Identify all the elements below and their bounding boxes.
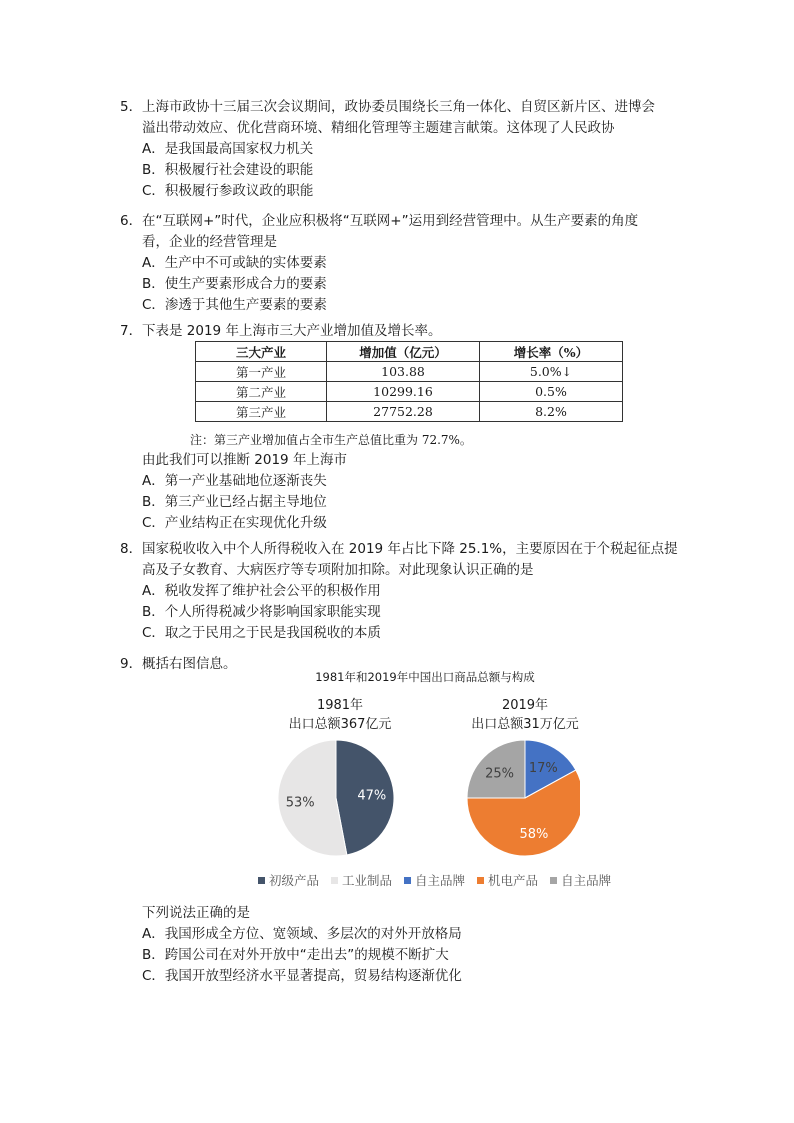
option-c: C．取之于民用之于民是我国税收的本质 — [142, 625, 381, 641]
legend-swatch — [331, 877, 338, 884]
table-header: 增加值（亿元） — [327, 342, 480, 362]
table-cell: 第二产业 — [196, 382, 327, 402]
table-cell: 10299.16 — [327, 382, 480, 402]
pie-charts — [240, 735, 580, 865]
table-row — [196, 382, 623, 402]
question-stem: 上海市政协十三届三次会议期间，政协委员围绕长三角一体化、自贸区新片区、进博会 — [142, 99, 655, 115]
question-5 — [120, 97, 680, 202]
table-cell: 第一产业 — [196, 362, 327, 382]
question-number: 9． — [120, 656, 143, 672]
option-c: C．渗透于其他生产要素的要素 — [142, 297, 327, 313]
table-cell: 103.88 — [327, 362, 480, 382]
table-row — [196, 402, 623, 422]
question-8 — [120, 539, 680, 644]
table-cell: 第三产业 — [196, 402, 327, 422]
industry-table — [195, 341, 623, 422]
option-b: B．积极履行社会建设的职能 — [142, 162, 314, 178]
legend-item — [477, 871, 538, 889]
legend-label: 自主品牌 — [415, 873, 466, 888]
pie-data-label: 25% — [485, 766, 515, 782]
pie-year: 2019年 — [501, 698, 549, 713]
option-b: B．使生产要素形成合力的要素 — [142, 276, 327, 292]
legend-item — [404, 871, 465, 889]
legend-label: 初级产品 — [269, 873, 320, 888]
pie-total: 出口总额367亿元 — [288, 717, 392, 732]
question-9-options — [120, 903, 680, 987]
pie-1981-heading — [270, 696, 410, 734]
legend-label: 工业制品 — [342, 873, 393, 888]
pie-year: 1981年 — [316, 698, 364, 713]
pie-data-label: 58% — [519, 826, 549, 842]
question-number: 7． — [120, 323, 143, 339]
pie-data-label: 47% — [357, 788, 387, 804]
question-followup: 由此我们可以推断 2019 年上海市 — [142, 452, 347, 468]
legend-swatch — [404, 877, 411, 884]
chart-legend — [258, 871, 611, 889]
option-a: A．我国形成全方位、宽领域、多层次的对外开放格局 — [142, 926, 462, 942]
chart-title: 1981年和2019年中国出口商品总额与构成 — [315, 670, 535, 684]
question-stem-cont: 溢出带动效应、优化营商环境、精细化管理等主题建言献策。这体现了人民政协 — [142, 120, 615, 136]
table-header: 增长率（%） — [480, 342, 623, 362]
legend-swatch — [477, 877, 484, 884]
legend-label: 自主品牌 — [561, 873, 612, 888]
question-followup: 下列说法正确的是 — [142, 905, 250, 921]
table-row — [196, 362, 623, 382]
legend-label: 机电产品 — [488, 873, 539, 888]
pie-2019-heading — [455, 696, 595, 734]
question-stem: 下表是 2019 年上海市三大产业增加值及增长率。 — [142, 323, 442, 339]
table-cell: 0.5% — [480, 382, 623, 402]
legend-swatch — [258, 877, 265, 884]
option-a: A．税收发挥了维护社会公平的积极作用 — [142, 583, 381, 599]
table-header: 三大产业 — [196, 342, 327, 362]
table-note: 注：第三产业增加值占全市生产总值比重为 72.7%。 — [190, 433, 472, 447]
question-number: 8． — [120, 541, 143, 557]
pie-total: 出口总额31万亿元 — [471, 717, 579, 732]
question-number: 5． — [120, 99, 143, 115]
table-cell: 8.2% — [480, 402, 623, 422]
table-cell: 27752.28 — [327, 402, 480, 422]
question-stem-cont: 高及子女教育、大病医疗等专项附加扣除。对此现象认识正确的是 — [142, 562, 534, 578]
option-c: C．我国开放型经济水平显著提高，贸易结构逐渐优化 — [142, 968, 462, 984]
option-c: C．积极履行参政议政的职能 — [142, 183, 314, 199]
option-a: A．生产中不可或缺的实体要素 — [142, 255, 327, 271]
pie-data-label: 53% — [285, 795, 315, 811]
legend-item — [550, 871, 611, 889]
question-7-options — [120, 450, 680, 534]
option-c: C．产业结构正在实现优化升级 — [142, 515, 327, 531]
table-header-row — [196, 342, 623, 362]
question-number: 6． — [120, 213, 143, 229]
question-6 — [120, 211, 680, 316]
option-b: B．第三产业已经占据主导地位 — [142, 494, 327, 510]
question-stem: 概括右图信息。 — [142, 656, 237, 672]
table-cell: 5.0%↓ — [480, 362, 623, 382]
question-stem: 在“互联网+”时代，企业应积极将“互联网+”运用到经营管理中。从生产要素的角度 — [142, 213, 639, 229]
option-a: A．是我国最高国家权力机关 — [142, 141, 314, 157]
option-b: B．个人所得税减少将影响国家职能实现 — [142, 604, 381, 620]
pie-data-label: 17% — [528, 761, 558, 777]
legend-item — [258, 871, 319, 889]
question-7 — [120, 321, 680, 342]
option-a: A．第一产业基础地位逐渐丧失 — [142, 473, 327, 489]
legend-swatch — [550, 877, 557, 884]
option-b: B．跨国公司在对外开放中“走出去”的规模不断扩大 — [142, 947, 449, 963]
question-stem: 国家税收收入中个人所得税收入在 2019 年占比下降 25.1%，主要原因在于个税起征点提 — [142, 541, 678, 557]
question-stem-cont: 看，企业的经营管理是 — [142, 234, 277, 250]
legend-item — [331, 871, 392, 889]
